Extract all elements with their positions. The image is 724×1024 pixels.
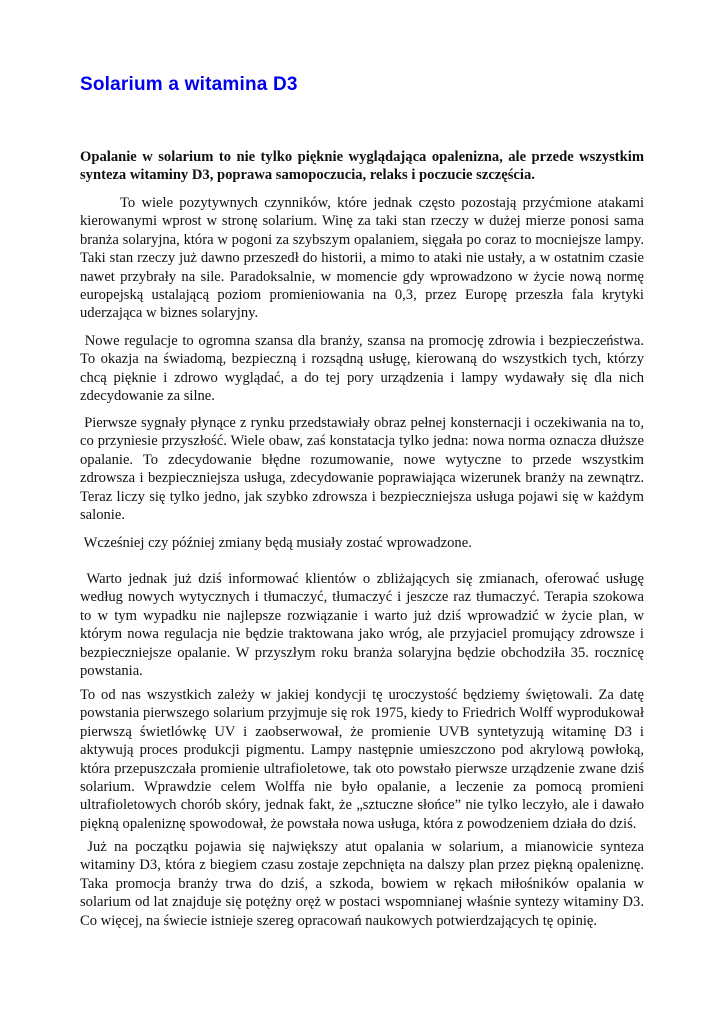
lead-paragraph: Opalanie w solarium to nie tylko pięknie wyglądająca opalenizna, ale przede wszystkim synteza witaminy D3, poprawa samopoczucia, relaks i poczucie szczęścia. (80, 149, 644, 184)
paragraph-7: Już na początku pojawia się największy atut opalania w solarium, a mianowicie synteza witaminy D3, która z biegiem czasu zostaje zepchnięta na dalszy plan przez piękną opaleniznę. Taka promocja branży trwa do dziś, a szkoda, bowiem w rękach miłośników opalania w solarium od lat znajduje się potężny oręż w postaci wspomnianej właśnie syntezy witaminy D3. Co więcej, na świecie istnieje szereg opracowań naukowych potwierdzających tę opinię. (80, 839, 648, 929)
paragraph-3: Pierwsze sygnały płynące z rynku przedstawiały obraz pełnej konsternacji i oczekiwania na to, co przyniesie przyszłość. Wiele obaw, zaś konstatacja tylko jedna: nowa norma oznacza dłuższe opalanie. To zdecydowanie błędne rozumowanie, nowe wytyczne to przede wszystkim zdrowsza i bezpieczniejsza usługa, zdecydowanie poprawiająca wizerunek branży na zewnątrz. Teraz liczy się tylko jedno, jak szybko zdrowsza i bezpieczniejsza usługa pojawi się w każdym salonie. (80, 415, 648, 524)
page-title: Solarium a witamina D3 (80, 74, 298, 95)
paragraph-1: To wiele pozytywnych czynników, które jednak często pozostają przyćmione atakami kierowanymi wprost w stronę solarium. Winę za taki stan rzeczy w dużej mierze ponosi sama branża solaryjna, która w pogoni za szybszym opalaniem, sięgała po coraz to mocniejsze lampy. Taki stan rzeczy już dawno przeszedł do historii, a mimo to ataki nie ustały, a w ostatnim czasie nawet przybrały na sile. Paradoksalnie, w momencie gdy wprowadzono w życie nową normę europejską ustalającą poziom promieniowania na 0,3, przez Europę przeszła fala krytyki uderzająca w biznes solaryjny. (80, 195, 644, 322)
paragraph-2: Nowe regulacje to ogromna szansa dla branży, szansa na promocję zdrowia i bezpieczeństwa. To okazja na świadomą, bezpieczną i rozsądną usługę, kierowaną do wszystkich tych, którzy chcą pięknie i zdrowo wyglądać, a do tej pory urządzenia i lampy wydawały się dla nich zdecydowanie za silne. (80, 333, 648, 405)
paragraph-6: To od nas wszystkich zależy w jakiej kondycji tę uroczystość będziemy świętowali. Za datę powstania pierwszego solarium przyjmuje się rok 1975, kiedy to Friedrich Wolff wyprodukował pierwszą świetlówkę UV i zaobserwował, że promienie UVB syntetyzują witaminę D3 i aktywują proces produkcji pigmentu. Lampy następnie umieszczono pod akrylową powłoką, która przepuszczała promienie ultrafioletowe, tak oto powstało pierwsze urządzenie zwane dziś solarium. Wprawdzie celem Wolffa nie było opalanie, a leczenie za pomocą promieni ultrafioletowych chorób skóry, jednak fakt, że „sztuczne słońce” nie tylko leczyło, ale i dawało piękną opaleniznę spowodował, że powstała nowa usługa, która z powodzeniem działa do dziś. (80, 687, 644, 832)
paragraph-4: Wcześniej czy później zmiany będą musiały zostać wprowadzone. (80, 535, 472, 551)
paragraph-5: Warto jednak już dziś informować klientów o zbliżających się zmianach, oferować usługę według nowych wytycznych i tłumaczyć, tłumaczyć i jeszcze raz tłumaczyć. Terapia szokowa to w tym wypadku nie najlepsze rozwiązanie i warto już dziś wprowadzić w życie plan, w którym nowa regulacja nie będzie traktowana jako wróg, ale przyjaciel promujący zdrowsze i bezpieczniejsze opalanie. W przyszłym roku branża solaryjna będzie obchodziła 35. rocznicę powstania. (80, 571, 648, 680)
